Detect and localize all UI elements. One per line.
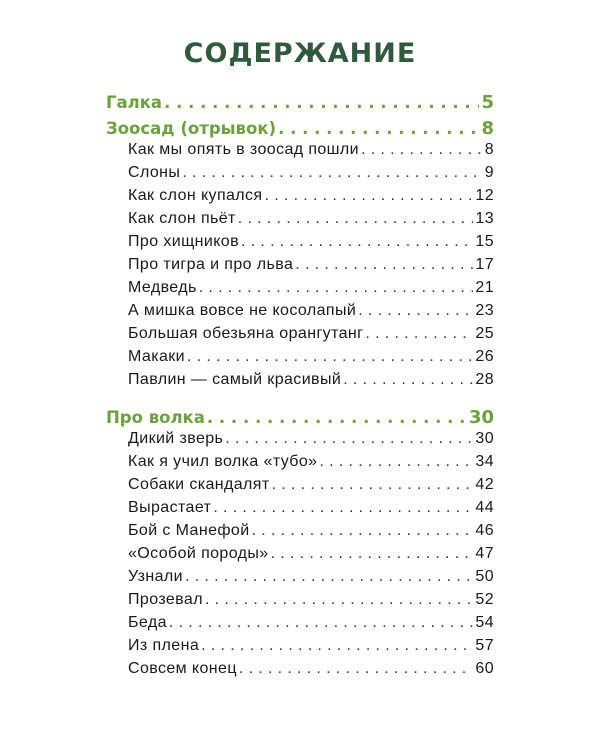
item-title: Прозевал — [128, 591, 203, 608]
dot-leader — [225, 431, 473, 447]
section-page: 8 — [481, 118, 494, 139]
dot-leader — [201, 638, 473, 654]
toc-item[interactable] — [106, 431, 494, 454]
item-title: Большая обезьяна орангутанг — [128, 325, 364, 342]
item-page: 52 — [475, 591, 494, 608]
toc-item[interactable] — [106, 372, 494, 395]
item-title: Собаки скандалят — [128, 476, 270, 493]
toc-item[interactable] — [106, 523, 494, 546]
item-page: 8 — [484, 141, 494, 158]
item-title: Беда — [128, 614, 167, 631]
dot-leader — [205, 592, 473, 608]
toc-item[interactable] — [106, 142, 494, 165]
page-title: СОДЕРЖАНИЕ — [183, 38, 417, 69]
section-title: Зоосад (отрывок) — [106, 119, 277, 138]
dot-leader — [213, 500, 473, 516]
item-page: 60 — [475, 660, 494, 677]
item-title: «Особой породы» — [128, 545, 269, 562]
dot-leader — [238, 211, 474, 227]
dot-leader — [295, 257, 473, 273]
section-page: 5 — [481, 92, 494, 113]
item-title: Вырастает — [128, 499, 212, 516]
item-title: Павлин — самый красивый — [128, 371, 342, 388]
toc-item[interactable] — [106, 234, 494, 257]
toc-item[interactable] — [106, 592, 494, 615]
item-title: Бой с Манефой — [128, 522, 250, 539]
dot-leader — [199, 280, 474, 296]
dot-leader — [319, 454, 473, 470]
item-title: Совсем конец — [128, 660, 237, 677]
toc-item[interactable] — [106, 661, 494, 684]
item-page: 25 — [475, 325, 494, 342]
item-title: Как слон пьёт — [128, 210, 236, 227]
item-page: 12 — [475, 187, 494, 204]
item-title: Дикий зверь — [128, 430, 224, 447]
item-title: Слоны — [128, 164, 181, 181]
dot-leader — [343, 372, 473, 388]
section-title: Про волка — [106, 408, 205, 427]
section-gap — [106, 395, 494, 405]
item-page: 26 — [475, 348, 494, 365]
dot-leader — [185, 569, 473, 585]
item-title: Узнали — [128, 568, 184, 585]
toc-section-pro-volka[interactable] — [106, 405, 494, 431]
item-title: А мишка вовсе не косолапый — [128, 302, 357, 319]
item-page: 28 — [475, 371, 494, 388]
item-page: 17 — [475, 256, 494, 273]
toc-section-galka[interactable] — [106, 90, 494, 116]
item-page: 46 — [475, 522, 494, 539]
toc-item[interactable] — [106, 638, 494, 661]
toc-item[interactable] — [106, 165, 494, 188]
dot-leader — [365, 326, 473, 342]
toc-section-zoosad[interactable] — [106, 116, 494, 142]
item-title: Про тигра и про льва — [128, 256, 294, 273]
dot-leader — [252, 523, 474, 539]
table-of-contents — [106, 90, 494, 684]
item-page: 54 — [475, 614, 494, 631]
toc-item[interactable] — [106, 326, 494, 349]
dot-leader — [271, 546, 474, 562]
item-page: 13 — [475, 210, 494, 227]
dot-leader — [361, 142, 483, 158]
item-page: 15 — [475, 233, 494, 250]
item-page: 21 — [475, 279, 494, 296]
toc-item[interactable] — [106, 477, 494, 500]
toc-item[interactable] — [106, 454, 494, 477]
item-page: 34 — [475, 453, 494, 470]
toc-item[interactable] — [106, 546, 494, 569]
item-title: Из плена — [128, 637, 200, 654]
toc-item[interactable] — [106, 615, 494, 638]
item-page: 42 — [475, 476, 494, 493]
item-page: 57 — [475, 637, 494, 654]
item-title: Как я учил волка «тубо» — [128, 453, 318, 470]
toc-item[interactable] — [106, 257, 494, 280]
item-page: 44 — [475, 499, 494, 516]
dot-leader — [182, 165, 482, 181]
dot-leader — [272, 477, 474, 493]
dot-leader — [169, 615, 474, 631]
item-page: 47 — [475, 545, 494, 562]
dot-leader — [164, 95, 479, 112]
item-page: 23 — [475, 302, 494, 319]
item-title: Макаки — [128, 348, 185, 365]
item-page: 9 — [484, 164, 494, 181]
dot-leader — [358, 303, 473, 319]
item-title: Про хищников — [128, 233, 239, 250]
dot-leader — [207, 410, 467, 427]
dot-leader — [187, 349, 473, 365]
item-title: Медведь — [128, 279, 197, 296]
toc-item[interactable] — [106, 569, 494, 592]
dot-leader — [278, 121, 479, 138]
item-title: Как слон купался — [128, 187, 263, 204]
item-page: 50 — [475, 568, 494, 585]
section-title: Галка — [106, 93, 163, 112]
item-page: 30 — [475, 430, 494, 447]
toc-item[interactable] — [106, 303, 494, 326]
toc-item[interactable] — [106, 280, 494, 303]
dot-leader — [241, 234, 473, 250]
toc-item[interactable] — [106, 188, 494, 211]
toc-item[interactable] — [106, 211, 494, 234]
toc-item[interactable] — [106, 500, 494, 523]
dot-leader — [265, 188, 474, 204]
item-title: Как мы опять в зоосад пошли — [128, 141, 359, 158]
dot-leader — [239, 661, 473, 677]
toc-item[interactable] — [106, 349, 494, 372]
section-page: 30 — [468, 407, 494, 428]
